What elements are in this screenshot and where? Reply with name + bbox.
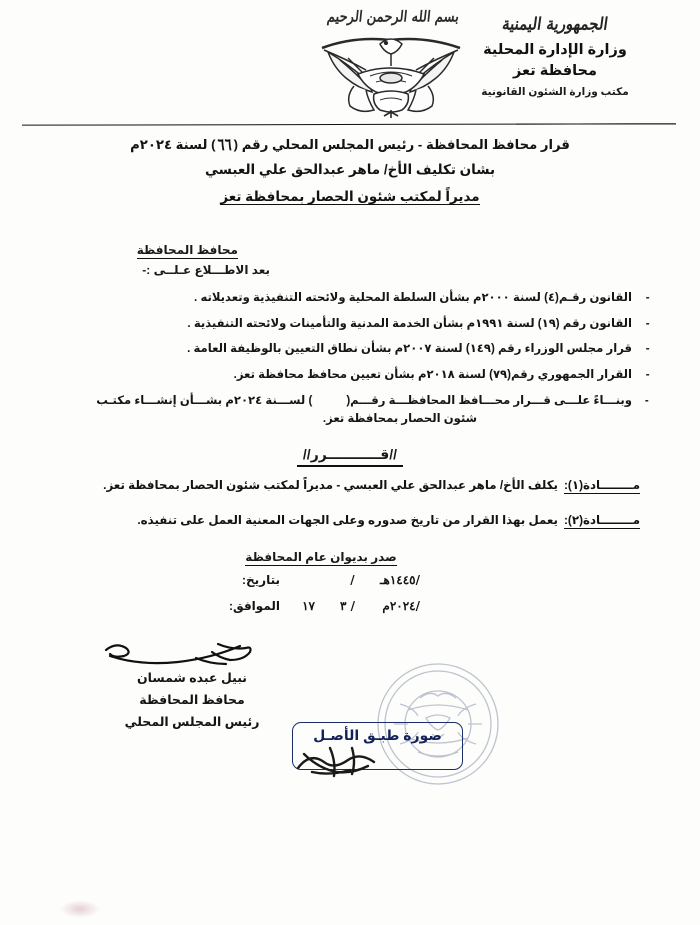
article-text: يكلف الأخ/ ماهر عبدالحق علي العبسي - مديراً لمكتب شئون الحصار بمحافظة تعز. xyxy=(103,478,558,492)
bullet-dash: - xyxy=(645,316,650,330)
organization-block xyxy=(430,14,680,100)
decree-title-suffix: ) لسنة ٢٠٢٤م xyxy=(130,137,216,152)
signature-block xyxy=(92,668,292,734)
certified-copy-stamp xyxy=(292,722,463,770)
issued-at-text: صدر بديوان عام المحافظة xyxy=(245,550,397,564)
paper-smudge xyxy=(60,900,100,918)
legal-basis-list xyxy=(48,290,652,437)
gregorian-date-row xyxy=(0,599,700,625)
issued-at-wrap xyxy=(0,548,700,566)
signatory-name: نبيل عبده شمسان xyxy=(137,671,247,685)
basmala-text: بسم الله الرحمن الرحيم xyxy=(326,8,460,27)
clause-text-before: وبنـــاءً علـــى قـــرار محـــافظ المحافظـــة رقـــم( xyxy=(346,393,632,407)
hijri-date-label: بتاريخ: xyxy=(242,573,280,587)
header-divider xyxy=(22,123,676,125)
signatory-title-council: رئيس المجلس المحلي xyxy=(124,714,260,729)
certified-copy-text: صورة طبـق الأصـل xyxy=(313,727,442,743)
decree-subject-line: بشان تكليف الأخ/ ماهر عبدالحق علي العبسي xyxy=(204,162,496,178)
gregorian-month-value: / ٣ xyxy=(339,599,355,613)
hijri-year-value: /١٤٤٥هـ xyxy=(379,573,420,587)
bullet-dash: - xyxy=(644,393,650,407)
ministry-name: وزارة الإدارة المحلية xyxy=(483,41,627,58)
clause-text: القانون رقـم(٤) لسنة ٢٠٠٠م بشأن السلطة المحلية ولائحته التنفيذية وتعديلاته . xyxy=(194,291,632,304)
article-text: يعمل بهذا القرار من تاريخ صدوره وعلى الجهات المعنية العمل على تنفيذه. xyxy=(137,513,558,528)
list-item xyxy=(48,393,652,427)
gregorian-day-value: ١٧ xyxy=(302,599,315,613)
articles-block xyxy=(40,478,640,549)
decided-heading: //قـــــــــــرر// xyxy=(297,446,403,467)
article-item xyxy=(40,513,640,528)
governor-title: محافظ المحافظة xyxy=(136,243,238,257)
document-header xyxy=(0,8,700,120)
office-name: مكتب وزارة الشئون القانونية xyxy=(481,85,629,98)
country-name: الجمهورية اليمنية xyxy=(500,13,610,34)
article-label: مــــــــادة(١): xyxy=(564,478,640,492)
list-item xyxy=(48,341,652,357)
gregorian-year-value: /٢٠٢٤م xyxy=(382,599,420,613)
decree-number: ٦٦ xyxy=(217,136,232,155)
clause-text-after: ) لســـنة ٢٠٢٤م بشـــأن إنشـــاء مكتـب xyxy=(96,393,313,407)
clause-text: القرار الجمهوري رقم(٧٩) لسنة ٢٠١٨م بشأن تعيين محافظ محافظة تعز. xyxy=(233,367,632,381)
article-label: مــــــــادة(٢): xyxy=(564,513,640,528)
gregorian-date-label: الموافق: xyxy=(229,599,280,613)
decree-position-line: مديراً لمكتب شئون الحصار بمحافظة تعز xyxy=(220,188,480,204)
hijri-date-row xyxy=(0,573,700,599)
article-item xyxy=(40,478,640,493)
clause-text: قرار مجلس الوزراء رقم (١٤٩) لسنة ٢٠٠٧م بشأن نطاق التعيين بالوظيفة العامة . xyxy=(187,342,632,356)
signatory-title-governor: محافظ المحافظة xyxy=(139,692,245,707)
list-item xyxy=(48,367,652,383)
hijri-month-value: / xyxy=(350,573,355,587)
bullet-dash: - xyxy=(645,291,650,304)
document-title-block xyxy=(0,138,700,216)
after-review-text: بعد الاطـــلاع عـلــى :- xyxy=(142,263,270,277)
list-item xyxy=(48,316,652,332)
bullet-dash: - xyxy=(645,367,650,381)
decided-heading-wrap xyxy=(0,446,700,467)
bullet-dash: - xyxy=(645,342,650,356)
governorate-name: محافظة تعز xyxy=(513,62,597,79)
decree-title-line xyxy=(0,136,700,155)
list-item xyxy=(48,290,652,306)
clause-text: القانون رقم (١٩) لسنة ١٩٩١م بشأن الخدمة المدنية والتأمينات ولائحته التنفيذية . xyxy=(187,316,632,330)
decree-title-prefix: قرار محافظ المحافظة - رئيس المجلس المحلي رقم ( xyxy=(233,137,570,152)
dates-block xyxy=(0,573,700,625)
clause-continuation: شئون الحصار بمحافظة تعز. xyxy=(322,412,478,426)
